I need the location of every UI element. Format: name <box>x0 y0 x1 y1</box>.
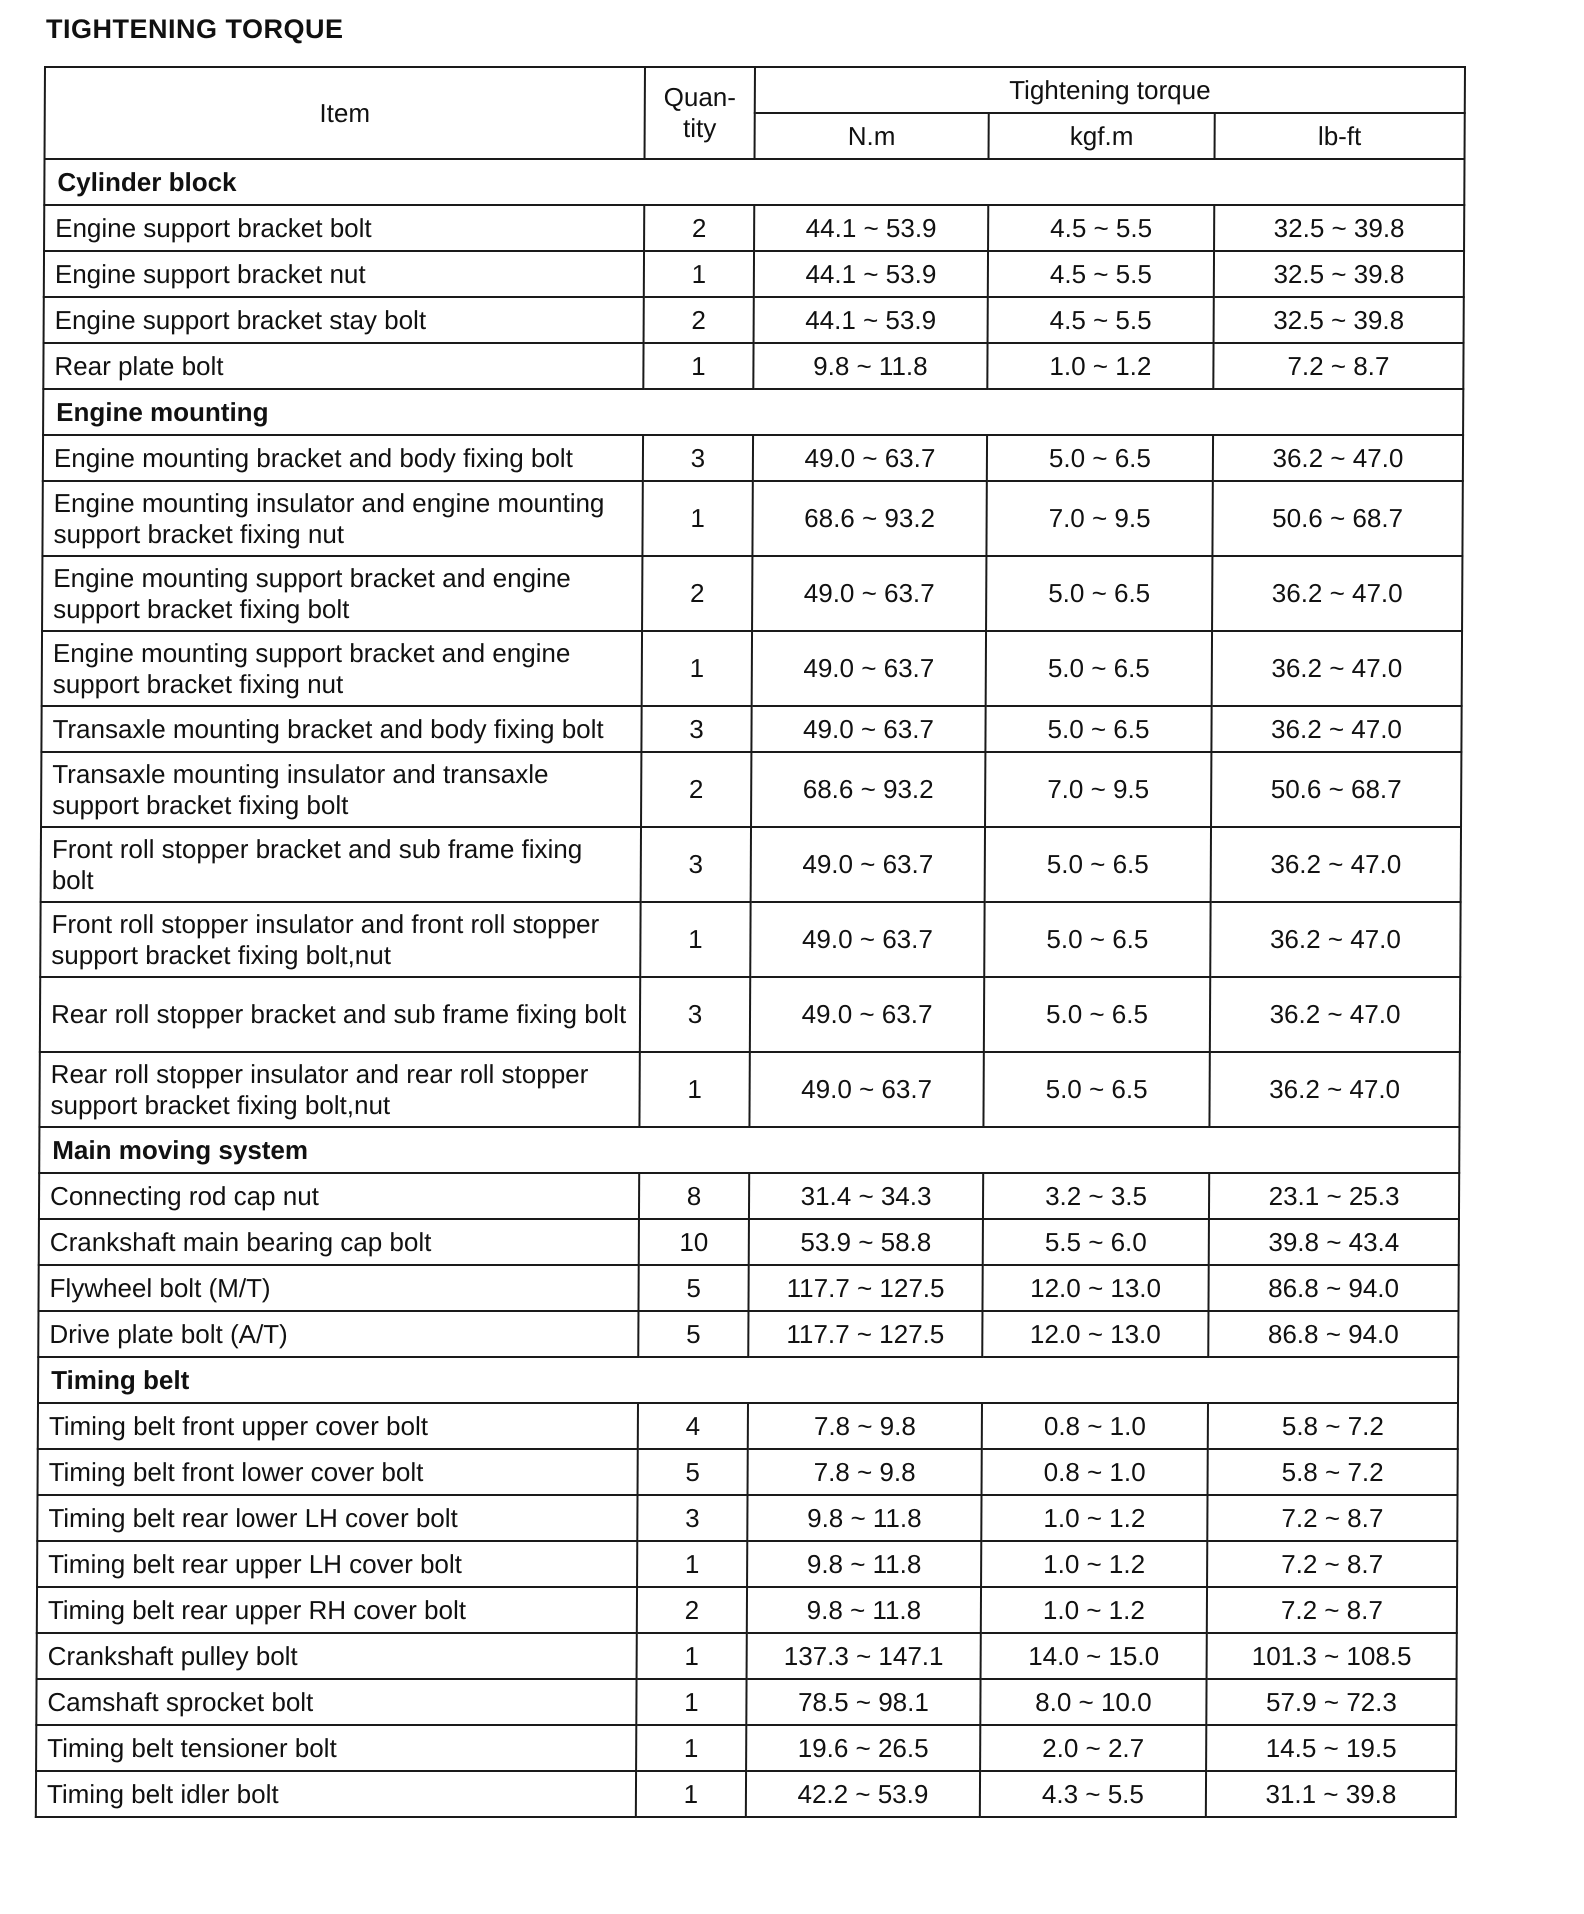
lbft-cell: 5.8 ~ 7.2 <box>1208 1403 1458 1449</box>
header-quantity-line2: tity <box>682 113 717 143</box>
quantity-cell: 4 <box>638 1403 748 1449</box>
kgfm-cell: 5.0 ~ 6.5 <box>987 435 1213 481</box>
lbft-cell: 57.9 ~ 72.3 <box>1206 1679 1456 1725</box>
table-row <box>37 1587 1457 1633</box>
kgfm-cell: 4.3 ~ 5.5 <box>980 1771 1206 1817</box>
header-lbft: lb-ft <box>1215 113 1465 159</box>
nm-cell: 49.0 ~ 63.7 <box>752 631 986 706</box>
nm-cell: 49.0 ~ 63.7 <box>753 435 987 481</box>
nm-cell: 49.0 ~ 63.7 <box>749 1052 983 1127</box>
lbft-cell: 14.5 ~ 19.5 <box>1206 1725 1456 1771</box>
nm-cell: 137.3 ~ 147.1 <box>747 1633 981 1679</box>
lbft-cell: 101.3 ~ 108.5 <box>1207 1633 1457 1679</box>
item-cell: Flywheel bolt (M/T) <box>38 1265 638 1311</box>
table-header <box>45 67 1465 159</box>
nm-cell: 9.8 ~ 11.8 <box>747 1495 981 1541</box>
kgfm-cell: 5.0 ~ 6.5 <box>985 706 1211 752</box>
item-cell: Timing belt rear upper RH cover bolt <box>37 1587 637 1633</box>
header-item: Item <box>45 67 645 159</box>
quantity-cell: 1 <box>637 1633 747 1679</box>
kgfm-cell: 14.0 ~ 15.0 <box>981 1633 1207 1679</box>
table-row <box>37 1541 1457 1587</box>
quantity-cell: 3 <box>640 977 750 1052</box>
item-cell: Front roll stopper bracket and sub frame fixing bolt <box>41 827 641 902</box>
quantity-cell: 2 <box>637 1587 747 1633</box>
table-row <box>44 205 1464 251</box>
table-row <box>42 481 1462 556</box>
section-title: Main moving system <box>39 1127 1459 1173</box>
item-cell: Transaxle mounting bracket and body fixing bolt <box>41 706 641 752</box>
nm-cell: 68.6 ~ 93.2 <box>752 481 986 556</box>
kgfm-cell: 5.0 ~ 6.5 <box>986 631 1212 706</box>
item-cell: Front roll stopper insulator and front roll stopper support bracket fixing bolt,nut <box>40 902 640 977</box>
nm-cell: 19.6 ~ 26.5 <box>746 1725 980 1771</box>
item-cell: Rear roll stopper bracket and sub frame fixing bolt <box>40 977 640 1052</box>
table-row <box>42 556 1462 631</box>
nm-cell: 49.0 ~ 63.7 <box>751 827 985 902</box>
item-cell: Rear plate bolt <box>43 343 643 389</box>
table-row <box>40 902 1460 977</box>
item-cell: Timing belt front lower cover bolt <box>38 1449 638 1495</box>
quantity-cell: 1 <box>640 902 750 977</box>
item-cell: Engine mounting insulator and engine mounting support bracket fixing nut <box>42 481 642 556</box>
kgfm-cell: 3.2 ~ 3.5 <box>983 1173 1209 1219</box>
lbft-cell: 36.2 ~ 47.0 <box>1213 435 1463 481</box>
section-title: Engine mounting <box>43 389 1463 435</box>
item-cell: Engine support bracket nut <box>44 251 644 297</box>
table-row <box>37 1633 1457 1679</box>
quantity-cell: 3 <box>643 435 753 481</box>
table-row <box>38 1403 1458 1449</box>
kgfm-cell: 1.0 ~ 1.2 <box>981 1587 1207 1633</box>
kgfm-cell: 12.0 ~ 13.0 <box>982 1311 1208 1357</box>
table-row <box>36 1679 1456 1725</box>
nm-cell: 9.8 ~ 11.8 <box>747 1587 981 1633</box>
lbft-cell: 7.2 ~ 8.7 <box>1207 1587 1457 1633</box>
header-nm: N.m <box>755 113 989 159</box>
table-row <box>41 827 1461 902</box>
kgfm-cell: 5.5 ~ 6.0 <box>983 1219 1209 1265</box>
kgfm-cell: 5.0 ~ 6.5 <box>986 556 1212 631</box>
header-tightening-torque: Tightening torque <box>755 67 1465 113</box>
header-quantity-line1: Quan- <box>663 82 737 112</box>
kgfm-cell: 12.0 ~ 13.0 <box>982 1265 1208 1311</box>
lbft-cell: 50.6 ~ 68.7 <box>1211 752 1461 827</box>
kgfm-cell: 1.0 ~ 1.2 <box>987 343 1213 389</box>
kgfm-cell: 2.0 ~ 2.7 <box>980 1725 1206 1771</box>
quantity-cell: 8 <box>639 1173 749 1219</box>
kgfm-cell: 1.0 ~ 1.2 <box>981 1541 1207 1587</box>
kgfm-cell: 5.0 ~ 6.5 <box>985 827 1211 902</box>
quantity-cell: 10 <box>639 1219 749 1265</box>
quantity-cell: 1 <box>643 343 753 389</box>
item-cell: Engine mounting support bracket and engine support bracket fixing nut <box>42 631 642 706</box>
lbft-cell: 32.5 ~ 39.8 <box>1214 251 1464 297</box>
lbft-cell: 32.5 ~ 39.8 <box>1214 205 1464 251</box>
quantity-cell: 5 <box>638 1265 748 1311</box>
quantity-cell: 1 <box>642 481 752 556</box>
table-row <box>37 1495 1457 1541</box>
item-cell: Timing belt front upper cover bolt <box>38 1403 638 1449</box>
lbft-cell: 86.8 ~ 94.0 <box>1208 1311 1458 1357</box>
table-row <box>39 1052 1459 1127</box>
item-cell: Engine support bracket bolt <box>44 205 644 251</box>
lbft-cell: 50.6 ~ 68.7 <box>1212 481 1462 556</box>
table-row <box>43 435 1463 481</box>
quantity-cell: 2 <box>644 205 754 251</box>
nm-cell: 31.4 ~ 34.3 <box>749 1173 983 1219</box>
quantity-cell: 3 <box>637 1495 747 1541</box>
section-title: Timing belt <box>38 1357 1458 1403</box>
kgfm-cell: 4.5 ~ 5.5 <box>988 205 1214 251</box>
section-row <box>44 159 1464 205</box>
lbft-cell: 36.2 ~ 47.0 <box>1212 556 1462 631</box>
section-row <box>38 1357 1458 1403</box>
table-row <box>41 706 1461 752</box>
nm-cell: 9.8 ~ 11.8 <box>753 343 987 389</box>
kgfm-cell: 1.0 ~ 1.2 <box>981 1495 1207 1541</box>
nm-cell: 7.8 ~ 9.8 <box>748 1403 982 1449</box>
table-row <box>40 977 1460 1052</box>
quantity-cell: 1 <box>639 1052 749 1127</box>
quantity-cell: 2 <box>641 752 751 827</box>
nm-cell: 68.6 ~ 93.2 <box>751 752 985 827</box>
nm-cell: 49.0 ~ 63.7 <box>750 902 984 977</box>
kgfm-cell: 7.0 ~ 9.5 <box>985 752 1211 827</box>
item-cell: Engine mounting bracket and body fixing bolt <box>43 435 643 481</box>
quantity-cell: 1 <box>636 1771 746 1817</box>
nm-cell: 49.0 ~ 63.7 <box>751 706 985 752</box>
lbft-cell: 36.2 ~ 47.0 <box>1210 902 1460 977</box>
nm-cell: 44.1 ~ 53.9 <box>754 251 988 297</box>
nm-cell: 42.2 ~ 53.9 <box>746 1771 980 1817</box>
kgfm-cell: 7.0 ~ 9.5 <box>986 481 1212 556</box>
page-title: TIGHTENING TORQUE <box>46 14 344 44</box>
table-row <box>42 631 1462 706</box>
table-row <box>44 251 1464 297</box>
nm-cell: 78.5 ~ 98.1 <box>746 1679 980 1725</box>
quantity-cell: 1 <box>637 1541 747 1587</box>
lbft-cell: 32.5 ~ 39.8 <box>1214 297 1464 343</box>
nm-cell: 9.8 ~ 11.8 <box>747 1541 981 1587</box>
header-quantity <box>645 67 755 159</box>
table-row <box>38 1265 1458 1311</box>
quantity-cell: 3 <box>641 706 751 752</box>
table-row <box>39 1173 1459 1219</box>
lbft-cell: 7.2 ~ 8.7 <box>1207 1495 1457 1541</box>
kgfm-cell: 5.0 ~ 6.5 <box>984 977 1210 1052</box>
kgfm-cell: 0.8 ~ 1.0 <box>982 1449 1208 1495</box>
nm-cell: 44.1 ~ 53.9 <box>754 205 988 251</box>
nm-cell: 53.9 ~ 58.8 <box>749 1219 983 1265</box>
table-row <box>36 1771 1456 1817</box>
item-cell: Timing belt rear upper LH cover bolt <box>37 1541 637 1587</box>
table-row <box>38 1449 1458 1495</box>
item-cell: Timing belt idler bolt <box>36 1771 636 1817</box>
table-row <box>41 752 1461 827</box>
kgfm-cell: 4.5 ~ 5.5 <box>988 297 1214 343</box>
kgfm-cell: 4.5 ~ 5.5 <box>988 251 1214 297</box>
lbft-cell: 36.2 ~ 47.0 <box>1211 827 1461 902</box>
nm-cell: 7.8 ~ 9.8 <box>748 1449 982 1495</box>
quantity-cell: 1 <box>642 631 752 706</box>
lbft-cell: 86.8 ~ 94.0 <box>1208 1265 1458 1311</box>
table-body <box>36 159 1465 1817</box>
item-cell: Camshaft sprocket bolt <box>36 1679 636 1725</box>
quantity-cell: 1 <box>636 1725 746 1771</box>
table-row <box>43 343 1463 389</box>
quantity-cell: 5 <box>638 1311 748 1357</box>
table-row <box>39 1219 1459 1265</box>
section-row <box>43 389 1463 435</box>
item-cell: Engine support bracket stay bolt <box>44 297 644 343</box>
lbft-cell: 36.2 ~ 47.0 <box>1212 631 1462 706</box>
item-cell: Timing belt rear lower LH cover bolt <box>37 1495 637 1541</box>
quantity-cell: 1 <box>636 1679 746 1725</box>
item-cell: Engine mounting support bracket and engine support bracket fixing bolt <box>42 556 642 631</box>
item-cell: Drive plate bolt (A/T) <box>38 1311 638 1357</box>
header-kgfm: kgf.m <box>989 113 1215 159</box>
nm-cell: 49.0 ~ 63.7 <box>750 977 984 1052</box>
nm-cell: 44.1 ~ 53.9 <box>754 297 988 343</box>
item-cell: Connecting rod cap nut <box>39 1173 639 1219</box>
nm-cell: 49.0 ~ 63.7 <box>752 556 986 631</box>
lbft-cell: 36.2 ~ 47.0 <box>1210 977 1460 1052</box>
quantity-cell: 2 <box>644 297 754 343</box>
lbft-cell: 7.2 ~ 8.7 <box>1213 343 1463 389</box>
kgfm-cell: 5.0 ~ 6.5 <box>983 1052 1209 1127</box>
section-row <box>39 1127 1459 1173</box>
kgfm-cell: 5.0 ~ 6.5 <box>984 902 1210 977</box>
lbft-cell: 36.2 ~ 47.0 <box>1209 1052 1459 1127</box>
section-title: Cylinder block <box>44 159 1464 205</box>
item-cell: Crankshaft main bearing cap bolt <box>39 1219 639 1265</box>
item-cell: Crankshaft pulley bolt <box>37 1633 637 1679</box>
quantity-cell: 5 <box>638 1449 748 1495</box>
lbft-cell: 7.2 ~ 8.7 <box>1207 1541 1457 1587</box>
item-cell: Timing belt tensioner bolt <box>36 1725 636 1771</box>
quantity-cell: 3 <box>641 827 751 902</box>
table-row <box>38 1311 1458 1357</box>
nm-cell: 117.7 ~ 127.5 <box>748 1265 982 1311</box>
lbft-cell: 39.8 ~ 43.4 <box>1209 1219 1459 1265</box>
lbft-cell: 23.1 ~ 25.3 <box>1209 1173 1459 1219</box>
torque-table <box>35 66 1466 1818</box>
table-row <box>36 1725 1456 1771</box>
kgfm-cell: 0.8 ~ 1.0 <box>982 1403 1208 1449</box>
item-cell: Transaxle mounting insulator and transaxle support bracket fixing bolt <box>41 752 641 827</box>
lbft-cell: 36.2 ~ 47.0 <box>1211 706 1461 752</box>
kgfm-cell: 8.0 ~ 10.0 <box>980 1679 1206 1725</box>
lbft-cell: 5.8 ~ 7.2 <box>1208 1449 1458 1495</box>
nm-cell: 117.7 ~ 127.5 <box>748 1311 982 1357</box>
item-cell: Rear roll stopper insulator and rear roll stopper support bracket fixing bolt,nut <box>39 1052 639 1127</box>
quantity-cell: 1 <box>644 251 754 297</box>
quantity-cell: 2 <box>642 556 752 631</box>
lbft-cell: 31.1 ~ 39.8 <box>1206 1771 1456 1817</box>
table-row <box>44 297 1464 343</box>
